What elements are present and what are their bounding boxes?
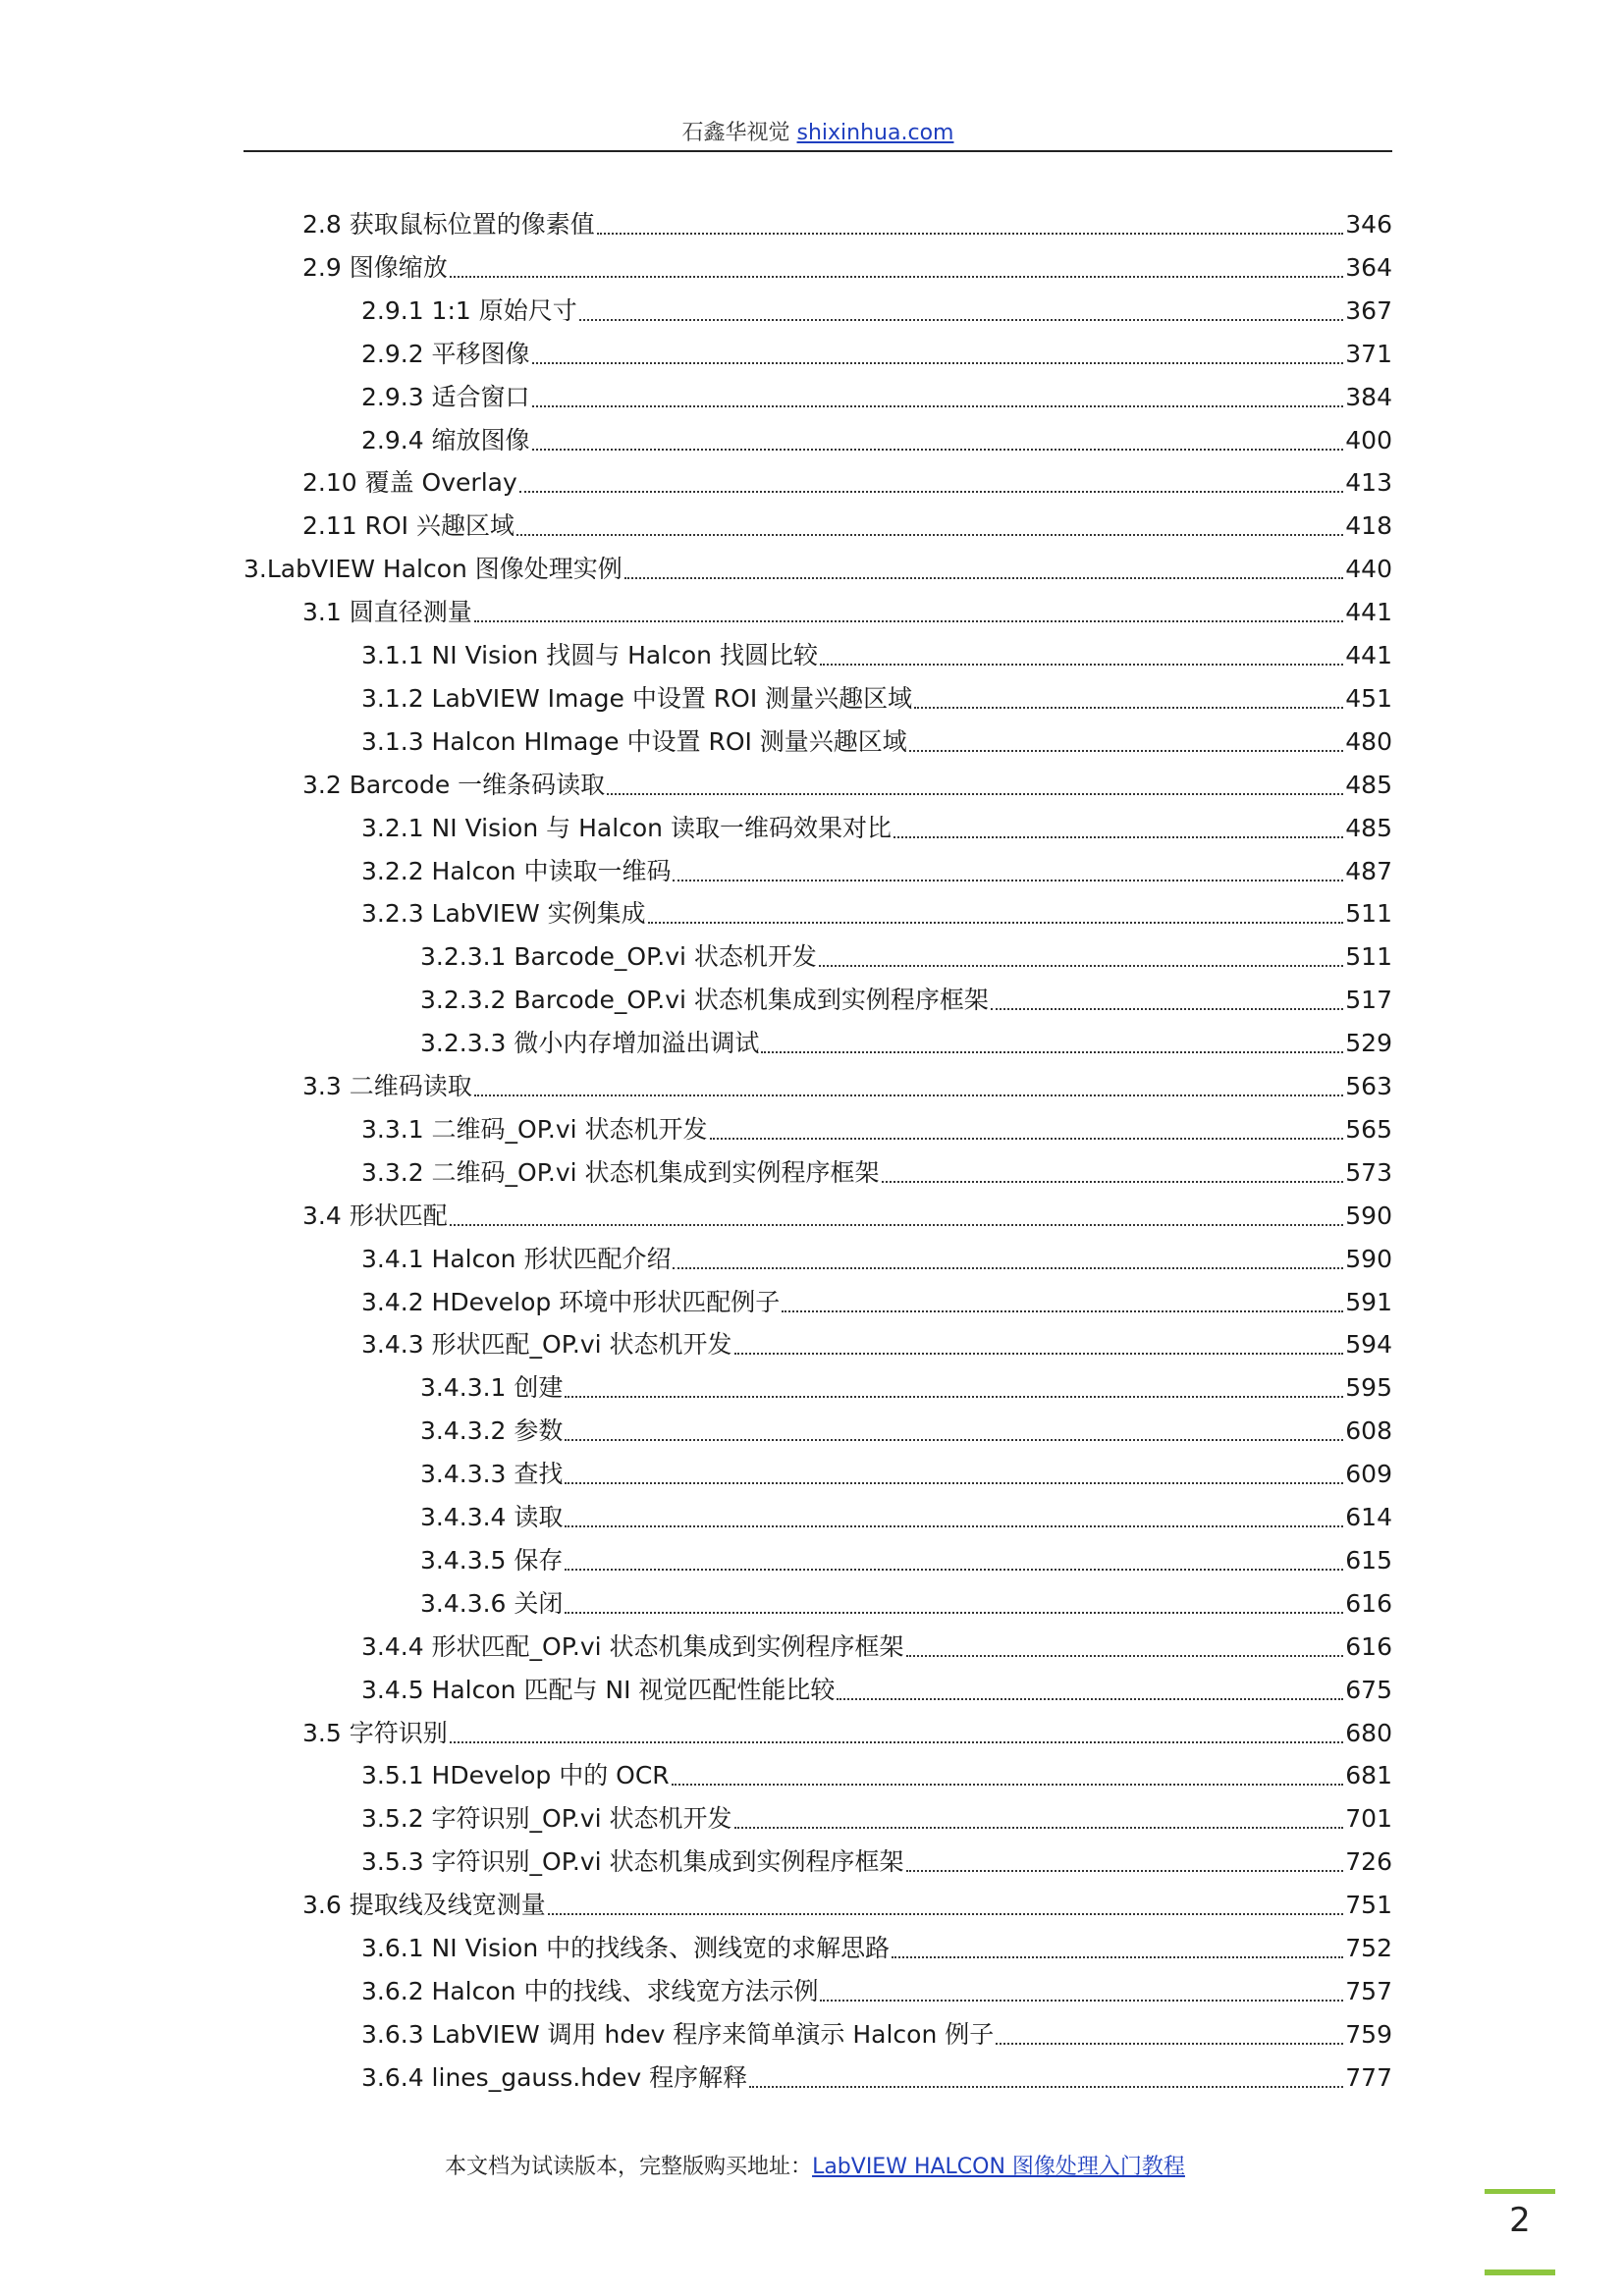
- toc-entry-page: 726: [1345, 1847, 1392, 1877]
- toc-dot-leader: [532, 405, 1344, 407]
- toc-entry[interactable]: [420, 1408, 1392, 1447]
- toc-entry-page: 615: [1345, 1545, 1392, 1575]
- toc-entry-title: 3.4 形状匹配: [302, 1201, 448, 1230]
- toc-entry[interactable]: [361, 1752, 1392, 1791]
- toc-entry-page: 441: [1345, 598, 1392, 627]
- header-divider: [244, 150, 1392, 152]
- toc-entry-title: 3.4.4 形状匹配_OP.vi 状态机集成到实例程序框架: [361, 1631, 904, 1661]
- toc-entry[interactable]: [361, 288, 1392, 327]
- toc-dot-leader: [565, 1396, 1343, 1398]
- toc-dot-leader: [474, 620, 1344, 622]
- toc-dot-leader: [548, 1913, 1344, 1915]
- toc-entry-title: 2.9.1 1:1 原始尺寸: [361, 295, 577, 325]
- footer-text: 本文档为试读版本，完整版购买地址：: [445, 2155, 813, 2179]
- toc-entry-title: 3.2.3.3 微小内存增加溢出调试: [420, 1029, 760, 1058]
- toc-dot-leader: [565, 1612, 1343, 1614]
- toc-dot-leader: [624, 577, 1343, 579]
- toc-entry[interactable]: [361, 1106, 1392, 1146]
- toc-entry[interactable]: [361, 719, 1392, 758]
- toc-entry-page: 752: [1345, 1934, 1392, 1962]
- toc-entry-title: 2.8 获取鼠标位置的像素值: [302, 210, 595, 239]
- toc-entry[interactable]: [361, 1925, 1392, 1964]
- toc-entry[interactable]: [302, 1882, 1392, 1921]
- header-site-link[interactable]: shixinhua.com: [796, 121, 954, 145]
- toc-entry-page: 590: [1345, 1201, 1392, 1230]
- toc-entry[interactable]: [361, 1624, 1392, 1663]
- toc-entry[interactable]: [361, 1149, 1392, 1189]
- toc-entry-title: 3.3.2 二维码_OP.vi 状态机集成到实例程序框架: [361, 1157, 880, 1187]
- toc-entry[interactable]: [420, 1020, 1392, 1059]
- toc-entry-title: 3.5.2 字符识别_OP.vi 状态机开发: [361, 1804, 732, 1834]
- toc-entry-page: 485: [1345, 813, 1392, 842]
- toc-entry-title: 3.4.3 形状匹配_OP.vi 状态机开发: [361, 1330, 732, 1360]
- toc-entry-page: 680: [1345, 1718, 1392, 1747]
- toc-entry-page: 418: [1345, 511, 1392, 541]
- footer-note: [295, 2150, 1335, 2180]
- toc-entry-page: 517: [1345, 986, 1392, 1015]
- toc-dot-leader: [882, 1181, 1344, 1183]
- toc-entry-title: 3.4.1 Halcon 形状匹配介绍: [361, 1244, 672, 1273]
- toc-entry-page: 777: [1345, 2062, 1392, 2092]
- toc-entry-page: 614: [1345, 1503, 1392, 1531]
- footer-purchase-link[interactable]: LabVIEW HALCON 图像处理入门教程: [812, 2155, 1185, 2179]
- toc-entry-title: 3.2.1 NI Vision 与 Halcon 读取一维码效果对比: [361, 813, 892, 842]
- toc-dot-leader: [532, 449, 1344, 451]
- toc-dot-leader: [532, 362, 1344, 364]
- running-header: [244, 116, 1392, 153]
- toc-entry[interactable]: [361, 1236, 1392, 1275]
- toc-entry-page: 573: [1345, 1157, 1392, 1187]
- toc-entry-title: 2.9.2 平移图像: [361, 339, 530, 368]
- toc-entry-title: 2.10 覆盖 Overlay: [302, 468, 517, 498]
- toc-dot-leader: [450, 276, 1344, 278]
- toc-entry-page: 480: [1345, 726, 1392, 756]
- toc-entry-title: 2.9.3 适合窗口: [361, 382, 530, 411]
- toc-entry-page: 701: [1345, 1804, 1392, 1834]
- toc-entry-title: 3.6.4 lines_gauss.hdev 程序解释: [361, 2062, 748, 2092]
- toc-entry[interactable]: [302, 201, 1392, 240]
- toc-dot-leader: [819, 965, 1343, 967]
- toc-entry-title: 3.5.3 字符识别_OP.vi 状态机集成到实例程序框架: [361, 1847, 904, 1877]
- toc-entry-page: 594: [1345, 1330, 1392, 1360]
- toc-entry-page: 616: [1345, 1631, 1392, 1661]
- toc-entry-title: 2.9.4 缩放图像: [361, 425, 530, 454]
- toc-dot-leader: [673, 1267, 1343, 1269]
- toc-dot-leader: [734, 1353, 1344, 1355]
- toc-dot-leader: [734, 1827, 1344, 1829]
- toc-entry-page: 451: [1345, 683, 1392, 713]
- page-number: 2: [1509, 2201, 1531, 2240]
- toc-dot-leader: [893, 836, 1343, 838]
- toc-entry-page: 751: [1345, 1891, 1392, 1920]
- toc-entry-page: 367: [1345, 295, 1392, 325]
- toc-dot-leader: [565, 1569, 1343, 1571]
- toc-entry-title: 3.1 圆直径测量: [302, 598, 472, 627]
- toc-entry-page: 400: [1345, 425, 1392, 454]
- toc-entry[interactable]: [361, 331, 1392, 370]
- toc-entry[interactable]: [361, 1667, 1392, 1706]
- toc-entry-page: 441: [1345, 641, 1392, 669]
- toc-entry[interactable]: [420, 1451, 1392, 1490]
- toc-entry[interactable]: [420, 1364, 1392, 1404]
- toc-entry-page: 675: [1345, 1675, 1392, 1704]
- toc-entry-page: 413: [1345, 468, 1392, 498]
- toc-entry-title: 3.4.3.2 参数: [420, 1416, 564, 1446]
- toc-entry-title: 3.2 Barcode 一维条码读取: [302, 770, 606, 799]
- toc-entry[interactable]: [302, 503, 1392, 542]
- toc-entry-page: 511: [1345, 942, 1392, 972]
- toc-entry-title: 3.6.3 LabVIEW 调用 hdev 程序来简单演示 Halcon 例子: [361, 2019, 995, 2049]
- toc-entry[interactable]: [361, 1279, 1392, 1318]
- page-number-bottom-bar: [1485, 2269, 1555, 2275]
- toc-entry-title: 3.1.3 Halcon HImage 中设置 ROI 测量兴趣区域: [361, 726, 907, 756]
- toc-entry[interactable]: [361, 374, 1392, 413]
- toc-entry-page: 608: [1345, 1416, 1392, 1446]
- toc-entry[interactable]: [244, 546, 1392, 585]
- toc-entry[interactable]: [302, 1710, 1392, 1749]
- toc-dot-leader: [914, 707, 1343, 709]
- page-number-box: [1485, 2189, 1555, 2275]
- toc-dot-leader: [906, 1870, 1344, 1872]
- toc-entry-page: 485: [1345, 770, 1392, 799]
- toc-entry-page: 371: [1345, 339, 1392, 368]
- toc-entry-page: 590: [1345, 1244, 1392, 1273]
- toc-entry-page: 364: [1345, 252, 1392, 282]
- toc-dot-leader: [761, 1051, 1343, 1053]
- toc-dot-leader: [837, 1698, 1343, 1700]
- toc-entry-title: 3.4.3.6 关闭: [420, 1588, 564, 1618]
- toc-dot-leader: [909, 750, 1343, 752]
- toc-entry[interactable]: [361, 1968, 1392, 2007]
- toc-entry-page: 681: [1345, 1761, 1392, 1790]
- toc-dot-leader: [820, 2000, 1343, 2002]
- toc-entry-title: 3.2.3 LabVIEW 实例集成: [361, 899, 646, 929]
- toc-entry[interactable]: [302, 459, 1392, 499]
- toc-entry[interactable]: [361, 1795, 1392, 1835]
- toc-dot-leader: [516, 534, 1343, 536]
- toc-entry-title: 3.2.2 Halcon 中读取一维码: [361, 856, 672, 885]
- toc-entry-title: 3.5.1 HDevelop 中的 OCR: [361, 1761, 670, 1790]
- toc-entry-page: 346: [1345, 210, 1392, 239]
- toc-entry-title: 3.4.3.1 创建: [420, 1373, 564, 1403]
- toc-entry-title: 3.6.2 Halcon 中的找线、求线宽方法示例: [361, 1976, 819, 2005]
- toc-dot-leader: [892, 1956, 1343, 1958]
- toc-entry[interactable]: [361, 890, 1392, 930]
- toc-entry[interactable]: [361, 632, 1392, 671]
- toc-entry[interactable]: [420, 934, 1392, 973]
- toc-entry-title: 2.9 图像缩放: [302, 252, 448, 282]
- toc-entry-page: 384: [1345, 382, 1392, 411]
- toc-entry-page: 440: [1345, 555, 1392, 584]
- toc-entry-title: 3.3.1 二维码_OP.vi 状态机开发: [361, 1114, 708, 1144]
- toc-entry-title: 3.6.1 NI Vision 中的找线条、测线宽的求解思路: [361, 1934, 891, 1962]
- toc-entry[interactable]: [361, 2055, 1392, 2094]
- toc-dot-leader: [749, 2086, 1343, 2088]
- toc-entry[interactable]: [302, 589, 1392, 628]
- toc-entry-title: 3.4.2 HDevelop 环境中形状匹配例子: [361, 1287, 781, 1316]
- toc-entry[interactable]: [420, 1494, 1392, 1533]
- toc-entry-page: 591: [1345, 1287, 1392, 1316]
- toc-dot-leader: [996, 2043, 1343, 2045]
- toc-entry-page: 511: [1345, 899, 1392, 929]
- toc-dot-leader: [991, 1008, 1343, 1010]
- toc-dot-leader: [565, 1525, 1343, 1527]
- toc-dot-leader: [710, 1138, 1344, 1140]
- toc-entry-title: 3.4.5 Halcon 匹配与 NI 视觉匹配性能比较: [361, 1675, 836, 1704]
- toc-entry-page: 565: [1345, 1114, 1392, 1144]
- toc-entry-title: 2.11 ROI 兴趣区域: [302, 511, 514, 541]
- toc-dot-leader: [906, 1655, 1344, 1657]
- toc-dot-leader: [607, 793, 1343, 795]
- toc-dot-leader: [672, 1784, 1344, 1786]
- toc-entry[interactable]: [361, 2011, 1392, 2051]
- toc-entry[interactable]: [420, 1537, 1392, 1576]
- toc-dot-leader: [648, 922, 1344, 924]
- toc-entry[interactable]: [361, 805, 1392, 844]
- toc-dot-leader: [519, 491, 1344, 493]
- toc-entry-page: 595: [1345, 1373, 1392, 1403]
- toc-entry-title: 3.4.3.5 保存: [420, 1545, 564, 1575]
- toc-entry-title: 3.1.1 NI Vision 找圆与 Halcon 找圆比较: [361, 641, 818, 669]
- toc-entry[interactable]: [420, 977, 1392, 1016]
- toc-entry[interactable]: [361, 417, 1392, 456]
- toc-dot-leader: [673, 880, 1343, 881]
- toc-entry[interactable]: [302, 762, 1392, 801]
- toc-entry[interactable]: [361, 1839, 1392, 1878]
- toc-dot-leader: [579, 319, 1344, 321]
- toc-entry-page: 616: [1345, 1588, 1392, 1618]
- toc-entry[interactable]: [302, 1193, 1392, 1232]
- toc-entry-page: 757: [1345, 1976, 1392, 2005]
- toc-entry-page: 563: [1345, 1072, 1392, 1100]
- toc-entry-title: 3.2.3.1 Barcode_OP.vi 状态机开发: [420, 942, 817, 972]
- toc-dot-leader: [450, 1224, 1344, 1226]
- toc-entry[interactable]: [361, 675, 1392, 715]
- toc-entry-title: 3.3 二维码读取: [302, 1072, 472, 1100]
- toc-entry-title: 3.4.3.4 读取: [420, 1503, 564, 1531]
- toc-dot-leader: [450, 1741, 1344, 1743]
- toc-entry[interactable]: [420, 1580, 1392, 1620]
- toc-entry-title: 3.4.3.3 查找: [420, 1460, 564, 1489]
- toc-dot-leader: [565, 1439, 1343, 1441]
- toc-entry-title: 3.1.2 LabVIEW Image 中设置 ROI 测量兴趣区域: [361, 683, 913, 713]
- toc-entry-page: 529: [1345, 1029, 1392, 1058]
- toc-entry[interactable]: [361, 1321, 1392, 1361]
- toc-dot-leader: [565, 1482, 1343, 1484]
- toc-entry-page: 759: [1345, 2019, 1392, 2049]
- toc-entry-title: 3.6 提取线及线宽测量: [302, 1891, 546, 1920]
- toc-entry-title: 3.2.3.2 Barcode_OP.vi 状态机集成到实例程序框架: [420, 986, 989, 1015]
- toc-dot-leader: [474, 1095, 1344, 1096]
- toc-dot-leader: [597, 233, 1344, 235]
- toc-entry-title: 3.LabVIEW Halcon 图像处理实例: [244, 555, 623, 584]
- toc-entry-title: 3.5 字符识别: [302, 1718, 448, 1747]
- toc-dot-leader: [820, 664, 1343, 666]
- page-number-top-bar: [1485, 2189, 1555, 2194]
- header-site-name: 石鑫华视觉: [681, 121, 797, 145]
- toc-entry-page: 609: [1345, 1460, 1392, 1489]
- toc-entry-page: 487: [1345, 856, 1392, 885]
- toc-dot-leader: [782, 1310, 1343, 1312]
- toc-entry[interactable]: [302, 1063, 1392, 1102]
- toc-entry[interactable]: [361, 848, 1392, 887]
- toc-entry[interactable]: [302, 244, 1392, 284]
